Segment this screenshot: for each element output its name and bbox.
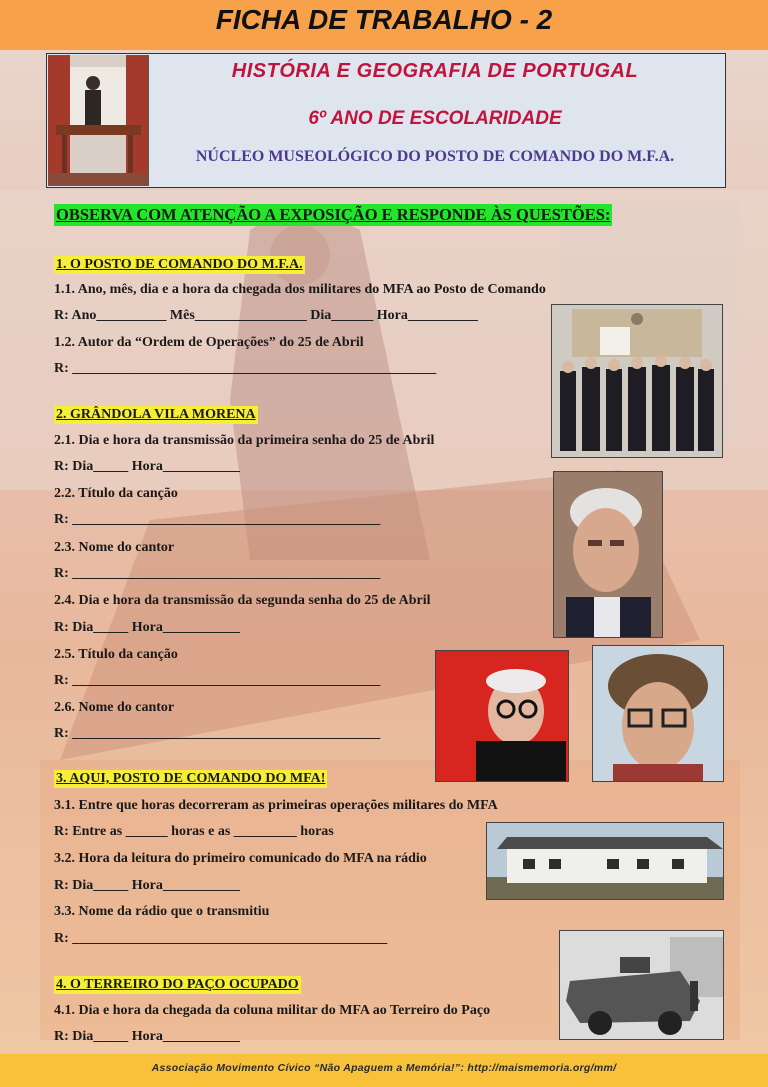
answer-2-5[interactable]: R: ____________________________________________	[54, 673, 381, 688]
question-2-5: 2.5. Título da canção	[54, 647, 178, 662]
answer-1-1[interactable]: R: Ano__________ Mês________________ Dia______ Hora__________	[54, 308, 478, 323]
question-2-4: 2.4. Dia e hora da transmissão da segunda senha do 25 de Abril	[54, 593, 431, 608]
portrait-singer-red	[435, 650, 569, 782]
section-4-title: 4. O TERREIRO DO PAÇO OCUPADO	[56, 977, 299, 992]
answer-2-1[interactable]: R: Dia_____ Hora___________	[54, 459, 240, 474]
portrait-man-glasses	[553, 471, 663, 638]
question-2-2: 2.2. Título da canção	[54, 486, 178, 501]
answer-2-3[interactable]: R: ____________________________________________	[54, 566, 381, 581]
instruction: OBSERVA COM ATENÇÃO A EXPOSIÇÃO E RESPONDE ÀS QUESTÕES:	[56, 205, 611, 224]
question-2-3: 2.3. Nome do cantor	[54, 540, 175, 555]
question-4-1: 4.1. Dia e hora da chegada da coluna militar do MFA ao Terreiro do Paço	[54, 1003, 491, 1018]
footer-text: Associação Movimento Cívico “Não Apaguem a Memória!”: http://maismemoria.org/mm/	[151, 1062, 617, 1074]
section-2-title: 2. GRÂNDOLA VILA MORENA	[56, 407, 256, 422]
question-2-1: 2.1. Dia e hora da transmissão da primeira senha do 25 de Abril	[54, 433, 435, 448]
section-1-title: 1. O POSTO DE COMANDO DO M.F.A.	[56, 257, 303, 272]
photo-armored-vehicle	[559, 930, 724, 1040]
question-3-1: 3.1. Entre que horas decorreram as primeiras operações militares do MFA	[54, 798, 498, 813]
answer-3-1[interactable]: R: Entre as ______ horas e as _________ horas	[54, 824, 334, 839]
subject-heading: HISTÓRIA E GEOGRAFIA DE PORTUGAL	[231, 60, 639, 82]
page-title: FICHA DE TRABALHO - 2	[215, 4, 553, 35]
answer-3-3[interactable]: R: _____________________________________________	[54, 931, 388, 946]
answer-1-2[interactable]: R: ____________________________________________________	[54, 361, 437, 376]
question-3-2: 3.2. Hora da leitura do primeiro comunicado do MFA na rádio	[54, 851, 427, 866]
question-2-6: 2.6. Nome do cantor	[54, 700, 175, 715]
answer-2-2[interactable]: R: ____________________________________________	[54, 512, 381, 527]
header-photo	[48, 55, 149, 186]
portrait-singer-curly	[592, 645, 724, 782]
answer-2-6[interactable]: R: ____________________________________________	[54, 726, 381, 741]
section-3-title: 3. AQUI, POSTO DE COMANDO DO MFA!	[56, 771, 326, 786]
answer-3-2[interactable]: R: Dia_____ Hora___________	[54, 878, 240, 893]
question-3-3: 3.3. Nome da rádio que o transmitiu	[54, 904, 270, 919]
question-1-1: 1.1. Ano, mês, dia e a hora da chegada dos militares do MFA ao Posto de Comando	[54, 282, 546, 297]
photo-barracks-building	[486, 822, 724, 900]
museum-heading: NÚCLEO MUSEOLÓGICO DO POSTO DE COMANDO DO M.F.A.	[195, 148, 675, 165]
group-photo-officers	[551, 304, 723, 458]
answer-4-1[interactable]: R: Dia_____ Hora___________	[54, 1029, 240, 1044]
answer-2-4[interactable]: R: Dia_____ Hora___________	[54, 620, 240, 635]
question-1-2: 1.2. Autor da “Ordem de Operações” do 25 de Abril	[54, 335, 364, 350]
grade-heading: 6º ANO DE ESCOLARIDADE	[308, 108, 562, 129]
